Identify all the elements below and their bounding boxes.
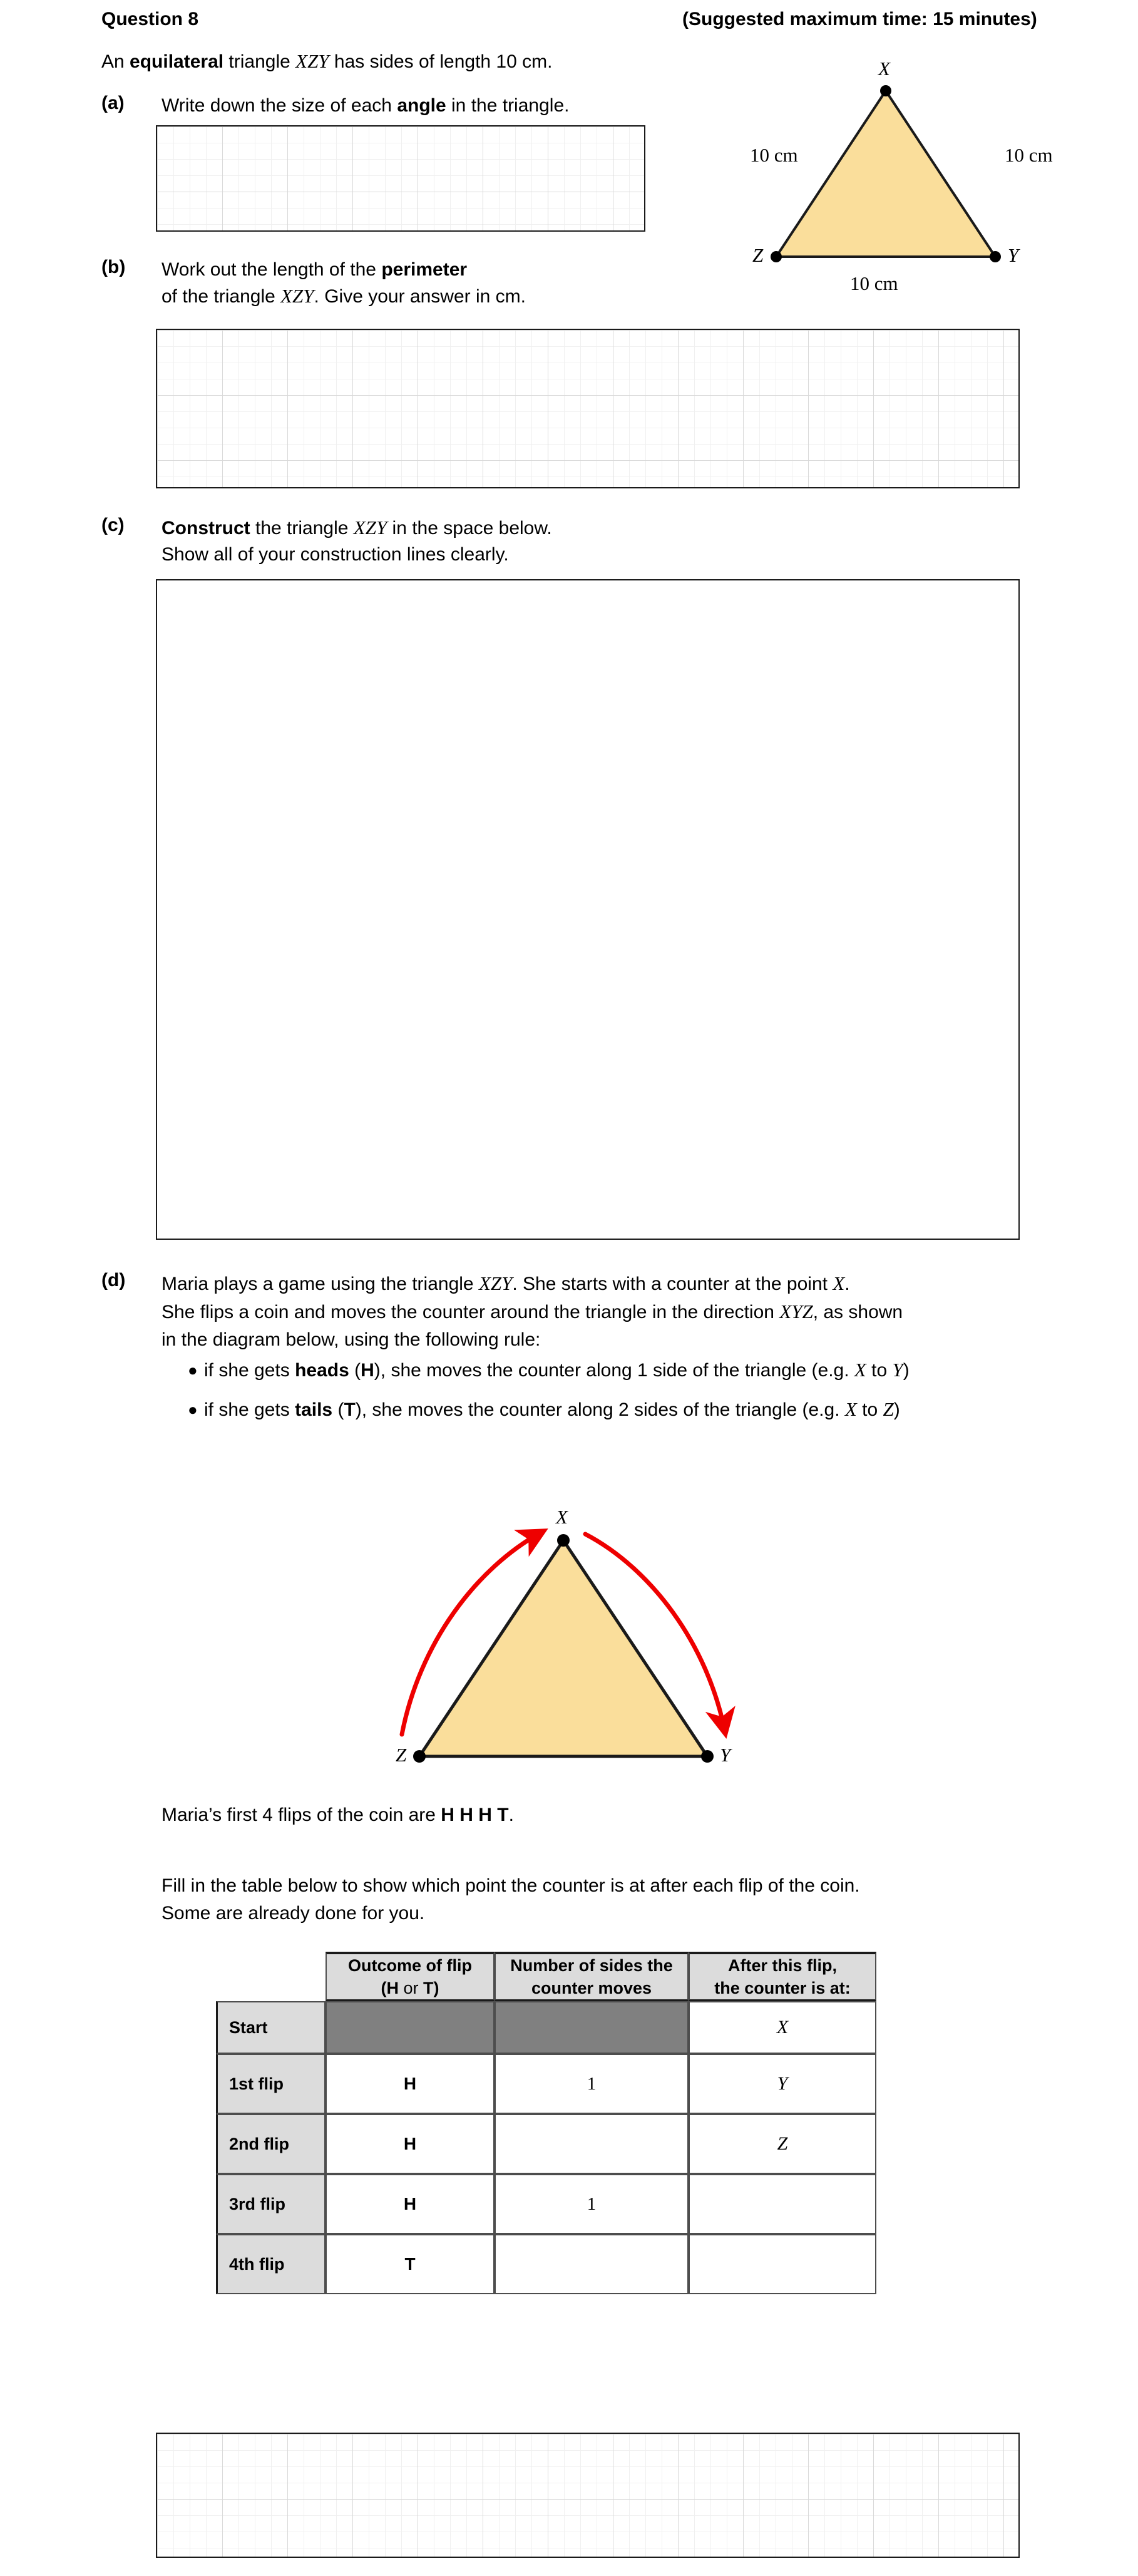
- part-a-text-after: in the triangle.: [446, 95, 570, 116]
- cell-start-sides: [495, 2001, 689, 2054]
- part-a-text-before: Write down the size of each: [161, 95, 397, 116]
- row-label-flip2: 2nd flip: [216, 2114, 326, 2174]
- rule-tails-mid: (: [332, 1399, 344, 1420]
- cell-flip1-sides[interactable]: 1: [495, 2054, 689, 2114]
- part-b-line1-bold: perimeter: [381, 259, 468, 280]
- rule-heads-m1: X: [854, 1359, 866, 1381]
- equilateral-triangle-shape: [776, 91, 995, 257]
- part-c-line1-mid: the triangle: [250, 518, 354, 538]
- rule-heads-bold2: H: [361, 1360, 374, 1381]
- triangle-diagram-2: [357, 1393, 807, 1769]
- rule-heads-after: ), she moves the counter along 1 side of the triangle (e.g.: [374, 1360, 854, 1381]
- list-item: [188, 1358, 910, 1383]
- col1-line2-b: T): [418, 1979, 439, 1997]
- part-b-line2-math: XZY: [280, 285, 314, 307]
- flips-line-before: Maria’s first 4 flips of the coin are: [161, 1805, 441, 1825]
- part-a-text: [161, 93, 569, 119]
- part-d-line1-a: Maria plays a game using the triangle: [161, 1274, 479, 1294]
- part-c-label: (c): [101, 515, 125, 535]
- table-row: [216, 2234, 876, 2294]
- part-c-line1-math: XZY: [353, 517, 387, 538]
- intro-text-after: has sides of length 10 cm.: [329, 51, 553, 72]
- cell-flip4-position[interactable]: [689, 2234, 876, 2294]
- table-row: [216, 2001, 876, 2054]
- cell-flip2-position[interactable]: Z: [689, 2114, 876, 2174]
- table-header-row: [216, 1952, 876, 2001]
- equilateral-triangle-shape-2: [419, 1540, 707, 1756]
- vertex-dot-y-2: [701, 1750, 714, 1763]
- part-d-line1-math: XZY: [478, 1272, 513, 1294]
- part-b-line2-after: . Give your answer in cm.: [314, 286, 526, 307]
- row-label-flip1: 1st flip: [216, 2054, 326, 2114]
- vertex-dot-z-2: [413, 1750, 426, 1763]
- rule-heads-bold: heads: [295, 1360, 349, 1381]
- rule-tails-bold: tails: [295, 1399, 333, 1420]
- page-title: Question 8: [101, 9, 199, 29]
- part-d-line1-math2: X: [833, 1272, 845, 1294]
- flips-sequence-line: [161, 1802, 514, 1828]
- column-header-outcome-line2: [327, 1977, 493, 1999]
- cell-flip1-outcome[interactable]: H: [326, 2054, 495, 2114]
- intro-text-before: An: [101, 51, 130, 72]
- cell-flip3-sides[interactable]: 1: [495, 2174, 689, 2234]
- column-header-sides: [495, 1952, 689, 2001]
- table-intro-line2: Some are already done for you.: [161, 1903, 425, 1924]
- row-label-start: Start: [216, 2001, 326, 2054]
- col1-line2-or: or: [403, 1979, 419, 1997]
- vertex-dot-z: [771, 251, 782, 262]
- rule-tails-m2: Z: [883, 1398, 894, 1420]
- table-corner-cell: [216, 1952, 326, 2001]
- cell-start-position[interactable]: X: [689, 2001, 876, 2054]
- cell-flip4-outcome[interactable]: T: [326, 2234, 495, 2294]
- rule-tails-bold2: T: [344, 1399, 356, 1420]
- part-c-construction-area[interactable]: [156, 579, 1020, 1240]
- col1-line2-a: (H: [381, 1979, 404, 1997]
- column-header-outcome-line1: Outcome of flip: [348, 1956, 472, 1975]
- cell-flip2-sides[interactable]: [495, 2114, 689, 2174]
- part-c-line1: [161, 515, 552, 542]
- part-a-answer-grid[interactable]: [156, 125, 645, 232]
- triangle2-vertex-label-z: Z: [396, 1744, 407, 1766]
- row-label-flip3: 3rd flip: [216, 2174, 326, 2234]
- table-intro-line1: Fill in the table below to show which point the counter is at after each flip of the coin.: [161, 1875, 860, 1896]
- part-a-label: (a): [101, 93, 125, 113]
- intro-text: [101, 50, 552, 73]
- rule-heads-text: [204, 1358, 910, 1383]
- flip-outcome-table[interactable]: [216, 1952, 876, 2294]
- triangle2-vertex-label-x: X: [556, 1506, 568, 1528]
- part-d-line1: [161, 1270, 903, 1298]
- vertex-dot-x: [880, 85, 891, 96]
- part-b-answer-grid[interactable]: [156, 329, 1020, 488]
- flips-line-after: .: [508, 1805, 514, 1825]
- triangle1-side-length-left: 10 cm: [750, 144, 798, 166]
- part-d-line2: [161, 1298, 903, 1326]
- part-d-line2-math: XYZ: [779, 1301, 813, 1322]
- rule-tails-before: if she gets: [204, 1399, 295, 1420]
- triangle-svg-1: [720, 56, 1120, 307]
- triangle1-vertex-label-x: X: [878, 58, 890, 80]
- cell-flip2-outcome[interactable]: H: [326, 2114, 495, 2174]
- cell-start-outcome: [326, 2001, 495, 2054]
- part-b-text: [161, 257, 526, 310]
- part-d-label: (d): [101, 1270, 126, 1291]
- cell-flip4-sides[interactable]: [495, 2234, 689, 2294]
- rule-heads-mid: (: [349, 1360, 361, 1381]
- triangle2-vertex-label-y: Y: [720, 1744, 731, 1766]
- suggested-time-label: (Suggested maximum time: 15 minutes): [682, 9, 1037, 29]
- bullet-dot-icon: ●: [188, 1361, 198, 1379]
- triangle1-vertex-label-z: Z: [752, 244, 764, 266]
- intro-text-mid: triangle: [223, 51, 296, 72]
- rule-tails-end: ): [893, 1399, 900, 1420]
- part-b-line1-before: Work out the length of the: [161, 259, 382, 280]
- rule-heads-before: if she gets: [204, 1360, 295, 1381]
- triangle-diagram-1: [720, 56, 1120, 307]
- part-d-line3: in the diagram below, using the following rule:: [161, 1329, 541, 1350]
- part-d-text: [161, 1270, 903, 1354]
- cell-flip1-position[interactable]: Y: [689, 2054, 876, 2114]
- cell-flip3-position[interactable]: [689, 2174, 876, 2234]
- rule-heads-m2: Y: [892, 1359, 903, 1381]
- part-d-answer-grid[interactable]: [156, 2433, 1020, 2558]
- triangle1-side-length-right: 10 cm: [1005, 144, 1053, 166]
- part-c-line1-after: in the space below.: [387, 518, 552, 538]
- column-header-sides-line1: Number of sides the: [510, 1956, 673, 1975]
- part-a-bold-word: angle: [397, 95, 446, 116]
- part-b-line2-before: of the triangle: [161, 286, 281, 307]
- part-c-line1-bold: Construct: [161, 518, 250, 538]
- part-c-text: [161, 515, 552, 568]
- rule-heads-mid2: to: [866, 1360, 893, 1381]
- part-d-line2-b: , as shown: [812, 1302, 903, 1322]
- column-header-position: [689, 1952, 876, 2001]
- triangle-svg-2: [357, 1393, 807, 1769]
- cell-flip3-outcome[interactable]: H: [326, 2174, 495, 2234]
- part-d-line1-c: .: [844, 1274, 850, 1294]
- column-header-outcome: [326, 1952, 495, 2001]
- vertex-dot-x-2: [557, 1534, 570, 1547]
- part-b-label: (b): [101, 257, 126, 277]
- part-b-line1: [161, 257, 526, 283]
- row-label-flip4: 4th flip: [216, 2234, 326, 2294]
- table-row: [216, 2114, 876, 2174]
- part-d-line2-a: She flips a coin and moves the counter around the triangle in the direction: [161, 1302, 780, 1322]
- part-b-line2: [161, 283, 526, 310]
- rule-tails-m1: X: [844, 1398, 857, 1420]
- part-c-line2: Show all of your construction lines clearly.: [161, 544, 509, 565]
- rule-tails-mid2: to: [856, 1399, 883, 1420]
- flips-sequence-value: H H H T: [441, 1805, 509, 1825]
- intro-triangle-name: XZY: [295, 50, 329, 72]
- table-intro-text: [161, 1872, 860, 1927]
- column-header-position-line1: After this flip,: [728, 1956, 837, 1975]
- column-header-position-line2: the counter is at:: [714, 1979, 851, 1997]
- vertex-dot-y: [990, 251, 1001, 262]
- triangle1-vertex-label-y: Y: [1008, 244, 1019, 266]
- rule-heads-end: ): [903, 1360, 910, 1381]
- intro-bold-word: equilateral: [130, 51, 224, 72]
- table-row: [216, 2174, 876, 2234]
- table-row: [216, 2054, 876, 2114]
- rule-tails-after: ), she moves the counter along 2 sides of the triangle (e.g.: [355, 1399, 845, 1420]
- part-d-line1-b: . She starts with a counter at the point: [512, 1274, 833, 1294]
- triangle1-side-length-bottom: 10 cm: [850, 272, 898, 294]
- bullet-dot-icon: ●: [188, 1400, 198, 1419]
- column-header-sides-line2: counter moves: [531, 1979, 652, 1997]
